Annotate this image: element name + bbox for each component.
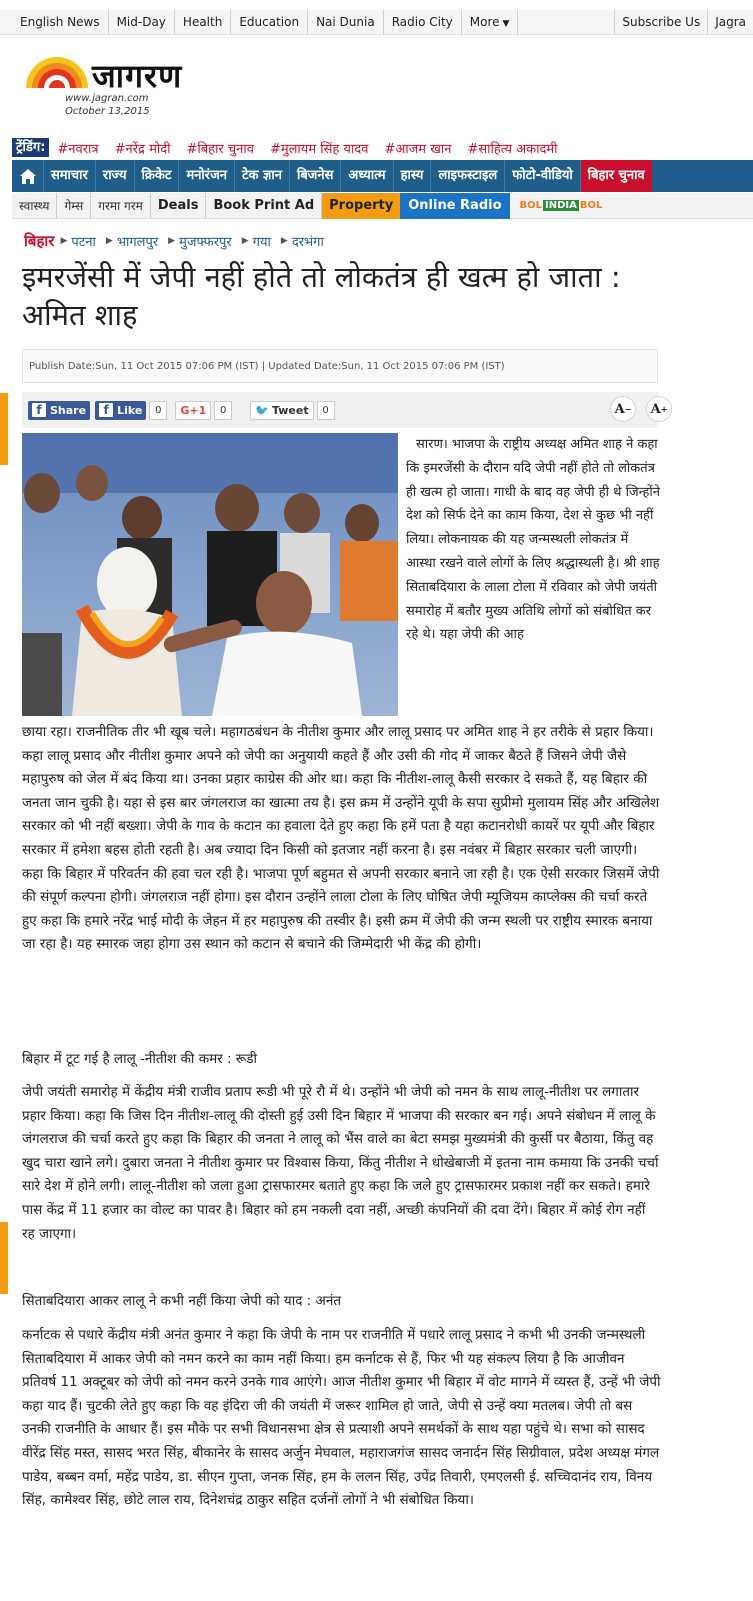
top-strip [0,10,753,35]
trending-label: ट्रेंडिंग: [12,138,49,157]
subnav-games[interactable]: गेम्स [57,193,91,219]
article-subheading: बिहार में टूट गई है लालू -नीतीश की कमर : रूडी [22,1051,258,1067]
side-accent-bar [0,1222,8,1294]
more-dropdown[interactable] [462,10,519,35]
trending-bar [12,138,753,157]
breadcrumb-arrow-icon: ▶ [280,236,288,246]
nav-bihar-election[interactable]: बिहार चुनाव [581,160,652,192]
edition-date: October 13,2015 [65,106,150,117]
like-label: Like [117,403,143,417]
minus-icon: − [624,404,632,414]
article-photo[interactable] [22,433,398,716]
facebook-icon: f [99,403,113,417]
twitter-bird-icon: 🐦 [255,403,269,417]
bib-part: BOL [519,200,543,211]
article-paragraph: जेपी जयंती समारोह में केंद्रीय मंत्री राजीव प्रताप रूडी भी पूरे रौ में थे। उन्होंने भी जेपी को नमन के साथ लालू-नीतीश पर लगातार प्रहार किया। कहा कि जिस दिन नीतीश-लालू की दोस्ती हुई उसी दिन बिहार में भाजपा की सरकार बन गई। अपने संबोधन में लालू के जंगलराज की चर्चा करते हुए कहा कि बिहार की जनता ने लालू को भैंस वाले का बेटा समझ मुख्यमंत्री की कुर्सी पर बैठाया, किंतु वह खुद चारा खाने लगे। दुबारा जनता ने नीतीश कुमार पर विश्वास किया, किंतु नीतीश ने धोखेबाजी में इतना नाम कमाया कि उनकी चर्चा सारे देश में होने लगी। लालू-नीतीश को जला हुआ ट्रासफारमर बताते हुए कहा कि जले हुए ट्रासफारमर प्रकाश नहीं कर सकते। हमारे पास केंद्र में 11 हजार का वोल्ट का पावर है। बिहार को हम नकली दवा नहीं, अच्छी कंपनियों की दवा देंगे। बिहार में कोई रोग नहीं रह जाएगा। [22,1084,659,1242]
nav-lifestyle[interactable]: लाइफस्टाइल [431,160,505,192]
link-radio-city[interactable]: Radio City [384,10,462,35]
tweet-count: 0 [317,401,335,420]
nav-states[interactable]: राज्य [96,160,135,192]
nav-news[interactable]: समाचार [44,160,96,192]
article-lead: सारण। भाजपा के राष्ट्रीय अध्यक्ष अमित शाह ने कहा कि इमरजेंसी के दौरान यदि जेपी नहीं होते तो लोकतंत्र ही खत्म हो जाता। गाधी के बाद वह जेपी ही थे जिन्होंने देश को सिर्फ देने का काम किया, देश से कुछ भी नहीं लिया। लोकनायक की यह जन्मस्थली लोकतंत्र में आस्था रखने वाले लोगों के लिए श्रद्धास्थली है। श्री शाह सिताबदियारा के लाला टोला में रविवार को जेपी जयंती समारोह में बतौर मुख्य अतिथि लोगों को संबोधित कर रहे थे। यहा जेपी की आह [406,437,660,643]
nav-cricket[interactable]: क्रिकेट [135,160,180,192]
sub-nav [12,193,753,219]
trending-tag[interactable]: #आजम खान [384,141,452,157]
share-label: Share [50,403,87,417]
more-label: More [469,15,500,29]
bib-part: BOL [579,200,603,211]
home-button[interactable] [12,160,44,192]
trending-tag[interactable]: #मुलायम सिंह यादव [269,141,369,157]
top-right-links [614,10,753,35]
breadcrumb-arrow-icon: ▶ [60,236,68,246]
breadcrumb [24,231,334,251]
gplus-count: 0 [214,401,232,420]
subnav-hot[interactable]: गरमा गरम [91,193,151,219]
trending-tag[interactable]: #साहित्य अकादमी [467,141,558,157]
sunrise-logo-icon [22,50,92,92]
link-english-news[interactable]: English News [12,10,109,35]
publish-info: Publish Date:Sun, 11 Oct 2015 07:06 PM (IST) | Updated Date:Sun, 11 Oct 2015 07:06 PM (IST) [22,349,658,383]
trending-tag[interactable]: #नरेंद्र मोदी [114,141,171,157]
subnav-property[interactable]: Property [322,193,400,219]
nav-entertainment[interactable]: मनोरंजन [179,160,235,192]
breadcrumb-city[interactable]: दरभंगा [291,235,324,250]
breadcrumb-city[interactable]: पटना [71,235,96,250]
subnav-online-radio[interactable]: Online Radio [400,193,509,219]
subscribe-link[interactable]: Subscribe Us [614,10,707,35]
font-increase-button[interactable] [646,396,672,422]
nav-tech[interactable]: टेक ज्ञान [235,160,290,192]
font-plus-label: A [650,401,661,417]
plus-icon: + [660,404,668,414]
bib-part: INDIA [545,200,577,211]
google-plus-button[interactable]: G+1 [175,401,211,420]
side-accent-bar [0,393,8,465]
home-icon [20,169,36,184]
subnav-deals[interactable]: Deals [151,193,207,219]
breadcrumb-arrow-icon: ▶ [241,236,249,246]
nav-photo-video[interactable]: फोटो-वीडियो [505,160,581,192]
network-links [12,10,518,35]
logo-url: www.jagran.com [65,93,149,104]
share-bar [22,392,668,428]
breadcrumb-city[interactable]: गया [252,235,271,250]
article-headline: इमरजेंसी में जेपी नहीं होते तो लोकतंत्र ही खत्म हो जाता : अमित शाह [22,260,621,332]
font-decrease-button[interactable] [610,396,636,422]
font-minus-label: A [614,401,625,417]
breadcrumb-arrow-icon: ▶ [168,236,176,246]
link-nai-dunia[interactable]: Nai Dunia [308,10,384,35]
site-logo[interactable] [22,50,222,125]
link-education[interactable]: Education [231,10,308,35]
nav-business[interactable]: बिजनेस [290,160,341,192]
subnav-health[interactable]: स्वास्थ्य [12,193,57,219]
like-count: 0 [149,401,167,420]
article-subheading: सिताबदियारा आकर लालू ने कभी नहीं किया जेपी को याद : अनंत [22,1293,342,1309]
subnav-book-print-ad[interactable]: Book Print Ad [206,193,322,219]
breadcrumb-city[interactable]: मुजफ्फरपुर [179,235,232,250]
link-health[interactable]: Health [175,10,231,35]
nav-humor[interactable]: हास्य [394,160,432,192]
nav-spiritual[interactable]: अध्यात्म [341,160,393,192]
bol-india-bol-link[interactable] [520,200,603,211]
trending-tag[interactable]: #बिहार चुनाव [186,141,254,157]
jagran-link[interactable]: Jagra [707,10,753,35]
caret-down-icon: ▼ [502,19,510,29]
article-paragraph: कर्नाटक से पधारे केंद्रीय मंत्री अनंत कुमार ने कहा कि जेपी के नाम पर राजनीति में पधारे लालू प्रसाद ने कभी भी उनकी जन्मस्थली सिताबदियारा में आकर जेपी को नमन करने का काम नहीं किया। हम कर्नाटक से हैं, फिर भी यह संकल्प लिया है कि आजीवन प्रतिवर्ष 11 अक्टूबर को जेपी को नमन करने उनके गाव आएंगे। आज नीतीश कुमार भी बिहार में वोट मागने में व्यस्त हैं, उन्हें भी जेपी कहा याद हैं। चुटकी लेते हुए कहा कि वह इंदिरा जी की जयंती में जरूर शामिल हो जाते, जेपी से उन्हें क्या मतलब। जेपी तो बस उनकी राजनीति के आधार हैं। इस मौके पर सभी विधानसभा क्षेत्र से प्रत्याशी अपने समर्थकों के साथ यहा पहुंचे थे। सभा को सासद वीरेंद्र सिंह मस्त, सासद भरत सिंह, बीकानेर के सासद अर्जुन मेघवाल, महाराजगंज सासद जनार्दन सिंह सिग्रीवाल, प्रदेश अध्यक्ष मंगल पाडेय, बब्बन वर्मा, महेंद्र पाडेय, डा. सीएन गुप्ता, जनक सिंह, हम के ललन सिंह, उपेंद्र तिवारी, एमएलसी ई. सच्चिदानंद राय, विनय सिंह, कामेश्वर सिंह, छोटे लाल राय, दिनेशचंद्र ठाकुर सहित दर्जनों लोगों ने भी संबोधित किया। [22,1327,661,1509]
breadcrumb-city[interactable]: भागलपुर [116,235,159,250]
main-nav [12,160,753,192]
breadcrumb-root[interactable]: बिहार [24,232,55,250]
facebook-share-button[interactable] [28,401,90,420]
logo-wordmark: जागरण [92,57,183,95]
facebook-like-button[interactable] [95,401,146,420]
facebook-icon: f [32,403,46,417]
link-mid-day[interactable]: Mid-Day [109,10,175,35]
article-paragraph: छाया रहा। राजनीतिक तीर भी खूब चले। महागठबंधन के नीतीश कुमार और लालू प्रसाद पर अमित शाह ने हर तरीके से प्रहार किया। कहा लालू प्रसाद और नीतीश कुमार अपने को जेपी का अनुयायी कहते हैं और उसी की गोद में जाकर बैठते हैं जिसने जेपी जैसे महापुरुष को जेल में बंद किया था। उनका प्रहार काग्रेस की ओर था। कहा कि नीतीश-लालू कैसी सरकार दे सकते हैं, यह बिहार की जनता जान चुकी है। यहा से इस बार जंगलराज का खात्मा तय है। इस क्रम में उन्होंने यूपी के सपा सुप्रीमो मुलायम सिंह और अखिलेश सरकार को भी नहीं बख्शा। जेपी के गाव के कटान का हवाला देते हुए कहा कि हमें पता है यहा कटानरोधी कायरें पर यूपी और बिहार सरकार में हमेशा बहस होती रहती है। अब ज्यादा दिन किसी को इतजार नहीं करना है। इस नवंबर में बिहार सरकार चली जाएगी। कहा कि बिहार में परिवर्तन की हवा चल रही है। भाजपा पूर्ण बहुमत से अपनी सरकार बनाने जा रही है। एक ऐसी सरकार जिसमें जेपी की संपूर्ण कल्पना होगी। जंगलराज नहीं होगा। इस दौरान उन्होंने लाला टोला के लिए घोषित जेपी म्यूजियम काप्लेक्स की चर्चा करते हुए कहा कि हमारे नरेंद्र भाई मोदी के जेहन में हर महापुरुष की तस्वीर है। इसी क्रम में जेपी की जन्म स्थली पर राष्ट्रीय स्मारक बनाया जा रहा है। यह स्मारक जहा होगा उस स्थान को कटान से बचाने की जिम्मेदारी भी केंद्र की होगी। [22,724,660,953]
tweet-label: Tweet [271,403,309,417]
trending-tag[interactable]: #नवरात्र [57,141,99,157]
photo-scene-illustration [22,433,398,716]
breadcrumb-arrow-icon: ▶ [105,236,113,246]
tweet-button[interactable] [250,401,313,420]
